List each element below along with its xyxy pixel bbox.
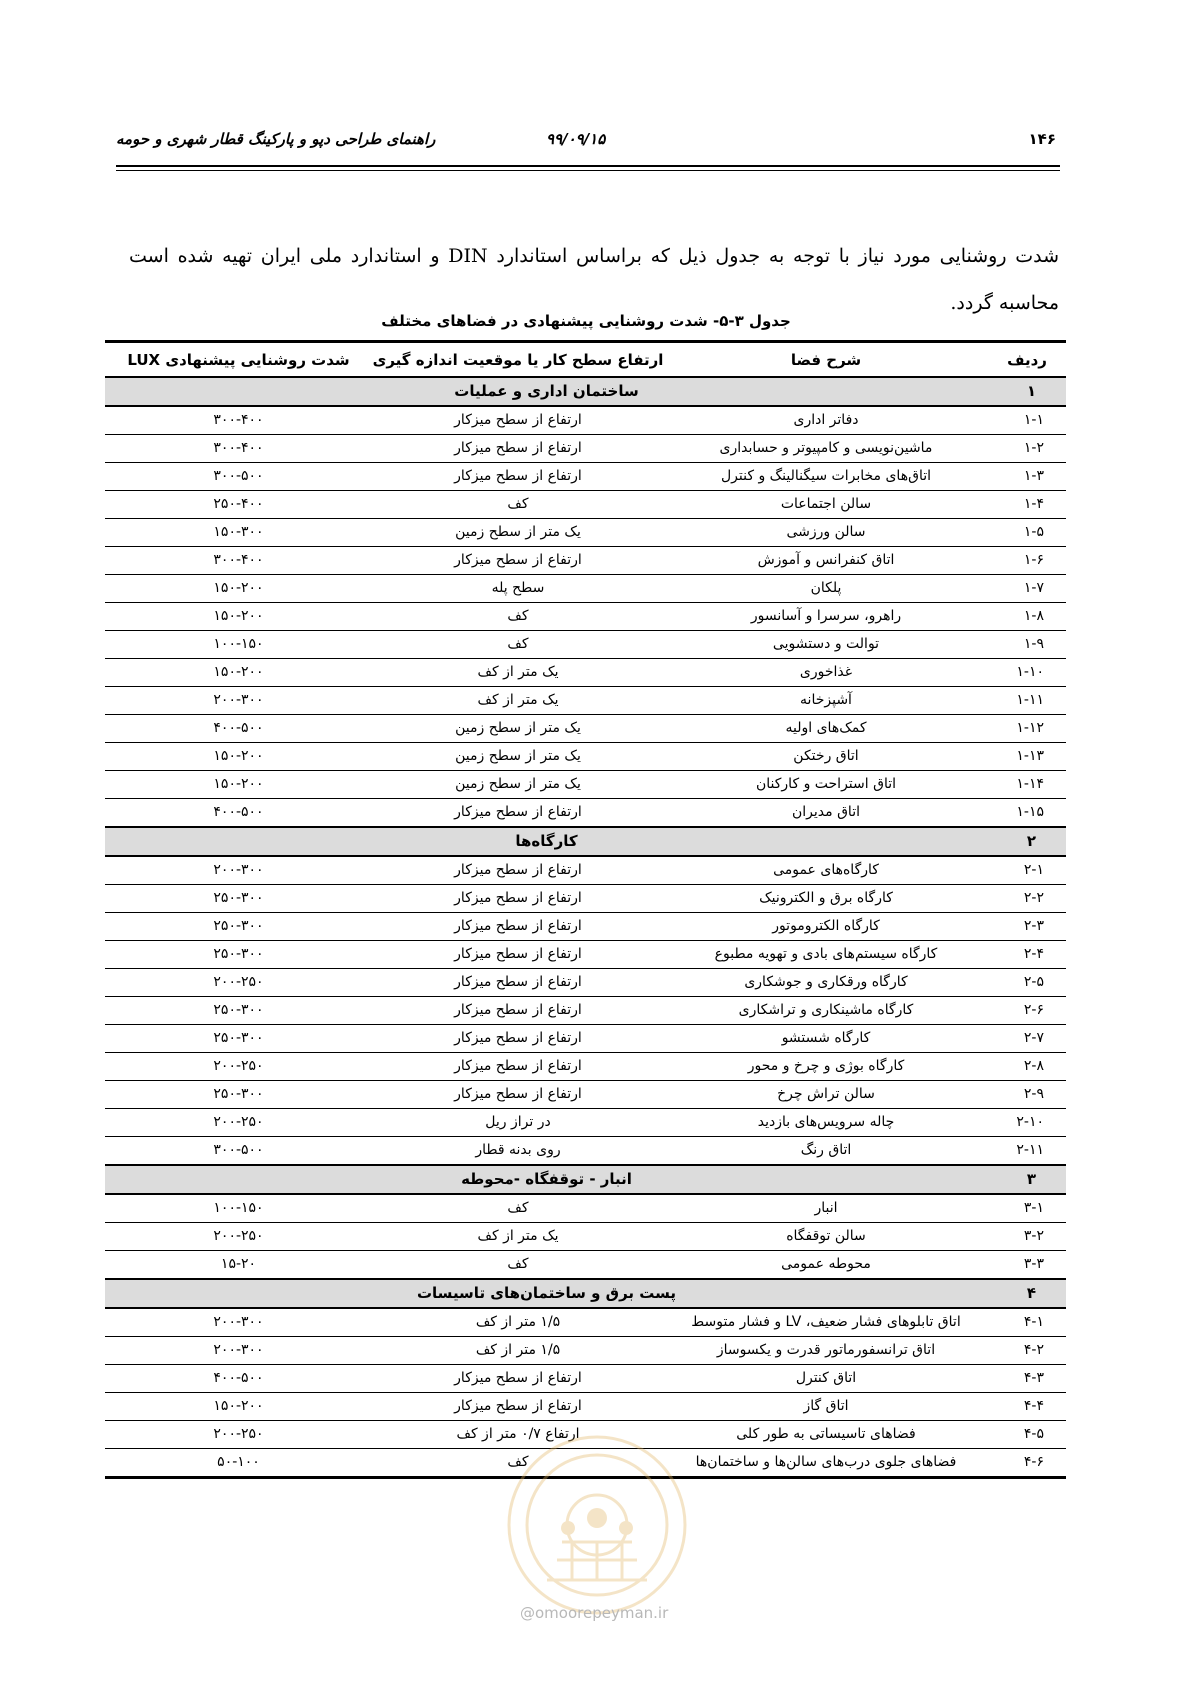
height-cell: ارتفاع از سطح میزکار	[372, 799, 664, 828]
lux-cell: ۲۵۰-۳۰۰	[105, 913, 372, 941]
space-cell: دفاتر اداری	[664, 406, 988, 435]
height-cell: یک متر از سطح زمین	[372, 519, 664, 547]
lux-cell: ۱۵۰-۲۰۰	[105, 771, 372, 799]
table-row	[105, 1223, 1066, 1251]
row-id: ۱-۹	[988, 631, 1066, 659]
space-cell: چاله سرویس‌های بازدید	[664, 1109, 988, 1137]
lux-cell: ۲۰۰-۲۵۰	[105, 1223, 372, 1251]
space-cell: فضاهای تاسیساتی به طور کلی	[664, 1421, 988, 1449]
row-id: ۲-۱	[988, 856, 1066, 885]
height-cell: کف	[372, 631, 664, 659]
space-cell: غذاخوری	[664, 659, 988, 687]
lux-cell: ۱۵۰-۲۰۰	[105, 1393, 372, 1421]
space-cell: کارگاه سیستم‌های بادی و تهویه مطبوع	[664, 941, 988, 969]
row-id: ۱-۱۴	[988, 771, 1066, 799]
height-cell: یک متر از سطح زمین	[372, 715, 664, 743]
height-cell: ارتفاع از سطح میزکار	[372, 941, 664, 969]
header-rule	[116, 165, 1060, 167]
table-row	[105, 743, 1066, 771]
space-cell: اتاق ترانسفورماتور قدرت و یکسوساز	[664, 1337, 988, 1365]
lux-cell: ۳۰۰-۴۰۰	[105, 406, 372, 435]
row-id: ۲-۵	[988, 969, 1066, 997]
space-cell: ماشین‌نویسی و کامپیوتر و حسابداری	[664, 435, 988, 463]
lighting-table-wrapper	[105, 340, 1066, 1479]
height-cell: یک متر از کف	[372, 687, 664, 715]
row-id: ۴-۳	[988, 1365, 1066, 1393]
height-cell: ارتفاع از سطح میزکار	[372, 547, 664, 575]
table-row	[105, 799, 1066, 828]
lux-cell: ۳۰۰-۴۰۰	[105, 547, 372, 575]
row-id: ۴-۶	[988, 1449, 1066, 1478]
space-cell: کارگاه شستشو	[664, 1025, 988, 1053]
row-id: ۱-۱	[988, 406, 1066, 435]
height-cell: ارتفاع از سطح میزکار	[372, 463, 664, 491]
lux-cell: ۲۵۰-۳۰۰	[105, 1025, 372, 1053]
section-row	[105, 377, 1066, 406]
row-id: ۱-۵	[988, 519, 1066, 547]
row-id: ۱-۳	[988, 463, 1066, 491]
height-cell: یک متر از سطح زمین	[372, 743, 664, 771]
row-id: ۱-۶	[988, 547, 1066, 575]
lux-cell: ۲۰۰-۳۰۰	[105, 687, 372, 715]
height-cell: ارتفاع از سطح میزکار	[372, 1025, 664, 1053]
space-cell: راهرو، سرسرا و آسانسور	[664, 603, 988, 631]
page-header	[116, 130, 1060, 156]
table-row	[105, 1365, 1066, 1393]
table-body	[105, 377, 1066, 1478]
table-row	[105, 463, 1066, 491]
table-row	[105, 575, 1066, 603]
space-cell: انبار	[664, 1194, 988, 1223]
lux-cell: ۱۵۰-۳۰۰	[105, 519, 372, 547]
space-cell: سالن ورزشی	[664, 519, 988, 547]
space-cell: کمک‌های اولیه	[664, 715, 988, 743]
table-row	[105, 1109, 1066, 1137]
lux-cell: ۱۵۰-۲۰۰	[105, 603, 372, 631]
height-cell: کف	[372, 1449, 664, 1478]
row-id: ۲-۴	[988, 941, 1066, 969]
row-id: ۲-۷	[988, 1025, 1066, 1053]
space-cell: فضاهای جلوی درب‌های سالن‌ها و ساختمان‌ها	[664, 1449, 988, 1478]
space-cell: سالن اجتماعات	[664, 491, 988, 519]
lux-cell: ۲۵۰-۳۰۰	[105, 997, 372, 1025]
lux-cell: ۳۰۰-۵۰۰	[105, 463, 372, 491]
header-rule-thin	[116, 170, 1060, 171]
height-cell: ۱/۵ متر از کف	[372, 1308, 664, 1337]
table-row	[105, 631, 1066, 659]
section-row	[105, 827, 1066, 856]
height-cell: ارتفاع ۰/۷ متر از کف	[372, 1421, 664, 1449]
space-cell: اتاق کنفرانس و آموزش	[664, 547, 988, 575]
table-row	[105, 491, 1066, 519]
height-cell: یک متر از کف	[372, 1223, 664, 1251]
table-row	[105, 1053, 1066, 1081]
row-id: ۱-۸	[988, 603, 1066, 631]
header-height: ارتفاع سطح کار یا موقعیت اندازه گیری	[372, 342, 664, 378]
lux-cell: ۳۰۰-۴۰۰	[105, 435, 372, 463]
height-cell: در تراز ریل	[372, 1109, 664, 1137]
space-cell: اتاق تابلوهای فشار ضعیف، LV و فشار متوسط	[664, 1308, 988, 1337]
lux-cell: ۲۵۰-۳۰۰	[105, 941, 372, 969]
space-cell: سالن توقفگاه	[664, 1223, 988, 1251]
row-id: ۳-۳	[988, 1251, 1066, 1280]
row-id: ۱-۱۲	[988, 715, 1066, 743]
table-row	[105, 519, 1066, 547]
lux-cell: ۲۰۰-۳۰۰	[105, 1337, 372, 1365]
table-row	[105, 547, 1066, 575]
height-cell: ارتفاع از سطح میزکار	[372, 1393, 664, 1421]
row-id: ۱-۲	[988, 435, 1066, 463]
header-space: شرح فضا	[664, 342, 988, 378]
table-row	[105, 997, 1066, 1025]
height-cell: روی بدنه قطار	[372, 1137, 664, 1166]
intro-paragraph: شدت روشنایی مورد نیاز با توجه به جدول ذیل که براساس استاندارد DIN و استاندارد ملی ایران تهیه شده است محاسبه گردد.	[129, 245, 1059, 314]
lux-cell: ۲۵۰-۴۰۰	[105, 491, 372, 519]
space-cell: آشپزخانه	[664, 687, 988, 715]
header-row-id: ردیف	[988, 342, 1066, 378]
header-date: ۹۹/۰۹/۱۵	[546, 130, 606, 148]
space-cell: کارگاه ورقکاری و جوشکاری	[664, 969, 988, 997]
height-cell: ارتفاع از سطح میزکار	[372, 856, 664, 885]
space-cell: کارگاه ماشینکاری و تراشکاری	[664, 997, 988, 1025]
row-id: ۳-۲	[988, 1223, 1066, 1251]
table-row	[105, 885, 1066, 913]
space-cell: کارگاه بوژی و چرخ و محور	[664, 1053, 988, 1081]
row-id: ۴-۴	[988, 1393, 1066, 1421]
table-row	[105, 659, 1066, 687]
section-row	[105, 1165, 1066, 1194]
space-cell: اتاق استراحت و کارکنان	[664, 771, 988, 799]
section-id: ۲	[988, 827, 1066, 856]
row-id: ۱-۴	[988, 491, 1066, 519]
watermark-url: @omoorepeyman.ir	[520, 1604, 669, 1622]
page-number: ۱۴۶	[1028, 130, 1056, 148]
section-title: انبار - توقفگاه -محوطه	[105, 1165, 988, 1194]
lux-cell: ۱۰۰-۱۵۰	[105, 631, 372, 659]
row-id: ۴-۵	[988, 1421, 1066, 1449]
height-cell: کف	[372, 1251, 664, 1280]
row-id: ۲-۶	[988, 997, 1066, 1025]
space-cell: اتاق رختکن	[664, 743, 988, 771]
row-id: ۱-۷	[988, 575, 1066, 603]
watermark-seal-icon	[502, 1430, 692, 1620]
height-cell: ارتفاع از سطح میزکار	[372, 969, 664, 997]
table-header-row	[105, 342, 1066, 378]
table-row	[105, 406, 1066, 435]
table-caption: جدول ۳-۵- شدت روشنایی پیشنهادی در فضاهای مختلف	[381, 312, 791, 330]
row-id: ۲-۳	[988, 913, 1066, 941]
table-row	[105, 856, 1066, 885]
lux-cell: ۲۰۰-۳۰۰	[105, 856, 372, 885]
height-cell: کف	[372, 603, 664, 631]
height-cell: ارتفاع از سطح میزکار	[372, 913, 664, 941]
space-cell: اتاق‌های مخابرات سیگنالینگ و کنترل	[664, 463, 988, 491]
table-row	[105, 1025, 1066, 1053]
space-cell: کارگاه برق و الکترونیک	[664, 885, 988, 913]
space-cell: اتاق رنگ	[664, 1137, 988, 1166]
height-cell: ارتفاع از سطح میزکار	[372, 1081, 664, 1109]
section-title: ساختمان اداری و عملیات	[105, 377, 988, 406]
height-cell: یک متر از کف	[372, 659, 664, 687]
table-row	[105, 1393, 1066, 1421]
lux-cell: ۱۵۰-۲۰۰	[105, 575, 372, 603]
lighting-table	[105, 340, 1066, 1479]
height-cell: ارتفاع از سطح میزکار	[372, 1053, 664, 1081]
lux-cell: ۲۵۰-۳۰۰	[105, 885, 372, 913]
lux-cell: ۴۰۰-۵۰۰	[105, 715, 372, 743]
table-row	[105, 603, 1066, 631]
section-row	[105, 1279, 1066, 1308]
table-row	[105, 1337, 1066, 1365]
document-title: راهنمای طراحی دپو و پارکینگ قطار شهری و حومه	[116, 130, 436, 148]
row-id: ۱-۱۵	[988, 799, 1066, 828]
row-id: ۲-۱۰	[988, 1109, 1066, 1137]
section-id: ۱	[988, 377, 1066, 406]
lux-cell: ۳۰۰-۵۰۰	[105, 1137, 372, 1166]
table-row	[105, 1137, 1066, 1166]
row-id: ۱-۱۱	[988, 687, 1066, 715]
table-row	[105, 1081, 1066, 1109]
height-cell: ارتفاع از سطح میزکار	[372, 435, 664, 463]
height-cell: یک متر از سطح زمین	[372, 771, 664, 799]
table-row	[105, 941, 1066, 969]
space-cell: اتاق گاز	[664, 1393, 988, 1421]
table-row	[105, 771, 1066, 799]
table-row	[105, 715, 1066, 743]
space-cell: توالت و دستشویی	[664, 631, 988, 659]
table-row	[105, 435, 1066, 463]
space-cell: کارگاه‌های عمومی	[664, 856, 988, 885]
row-id: ۳-۱	[988, 1194, 1066, 1223]
row-id: ۲-۸	[988, 1053, 1066, 1081]
row-id: ۴-۱	[988, 1308, 1066, 1337]
table-row	[105, 687, 1066, 715]
height-cell: ارتفاع از سطح میزکار	[372, 885, 664, 913]
height-cell: ارتفاع از سطح میزکار	[372, 406, 664, 435]
height-cell: کف	[372, 491, 664, 519]
section-id: ۴	[988, 1279, 1066, 1308]
section-id: ۳	[988, 1165, 1066, 1194]
section-title: کارگاه‌ها	[105, 827, 988, 856]
height-cell: سطح پله	[372, 575, 664, 603]
space-cell: سالن تراش چرخ	[664, 1081, 988, 1109]
lux-cell: ۴۰۰-۵۰۰	[105, 1365, 372, 1393]
table-row	[105, 1251, 1066, 1280]
lux-cell: ۲۰۰-۲۵۰	[105, 969, 372, 997]
row-id: ۴-۲	[988, 1337, 1066, 1365]
row-id: ۲-۱۱	[988, 1137, 1066, 1166]
table-row	[105, 969, 1066, 997]
space-cell: اتاق مدیران	[664, 799, 988, 828]
lux-cell: ۲۰۰-۲۵۰	[105, 1421, 372, 1449]
height-cell: کف	[372, 1194, 664, 1223]
lux-cell: ۱۰۰-۱۵۰	[105, 1194, 372, 1223]
row-id: ۲-۹	[988, 1081, 1066, 1109]
height-cell: ارتفاع از سطح میزکار	[372, 997, 664, 1025]
row-id: ۲-۲	[988, 885, 1066, 913]
height-cell: ۱/۵ متر از کف	[372, 1337, 664, 1365]
table-row	[105, 1308, 1066, 1337]
lux-cell: ۲۰۰-۳۰۰	[105, 1308, 372, 1337]
lux-cell: ۵۰-۱۰۰	[105, 1449, 372, 1478]
lux-cell: ۲۵۰-۳۰۰	[105, 1081, 372, 1109]
lux-cell: ۱۵۰-۲۰۰	[105, 659, 372, 687]
lux-cell: ۱۵-۲۰	[105, 1251, 372, 1280]
lux-cell: ۲۰۰-۲۵۰	[105, 1109, 372, 1137]
space-cell: اتاق کنترل	[664, 1365, 988, 1393]
row-id: ۱-۱۳	[988, 743, 1066, 771]
space-cell: پلکان	[664, 575, 988, 603]
header-lux: شدت روشنایی پیشنهادی LUX	[105, 342, 372, 378]
row-id: ۱-۱۰	[988, 659, 1066, 687]
lux-cell: ۱۵۰-۲۰۰	[105, 743, 372, 771]
space-cell: محوطه عمومی	[664, 1251, 988, 1280]
section-title: پست برق و ساختمان‌های تاسیسات	[105, 1279, 988, 1308]
lux-cell: ۴۰۰-۵۰۰	[105, 799, 372, 828]
space-cell: کارگاه الکتروموتور	[664, 913, 988, 941]
lux-cell: ۲۰۰-۲۵۰	[105, 1053, 372, 1081]
height-cell: ارتفاع از سطح میزکار	[372, 1365, 664, 1393]
table-row	[105, 913, 1066, 941]
table-row	[105, 1194, 1066, 1223]
